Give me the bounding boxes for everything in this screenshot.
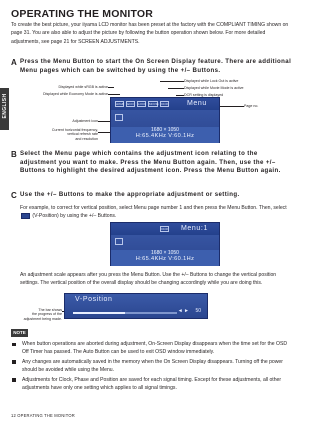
v-position-scale (64, 293, 208, 319)
note-badge: NOTE (11, 329, 28, 337)
notes-list (11, 340, 294, 393)
bar-callout: The bar shows the progress of the adjustment being made. (23, 308, 62, 321)
note-item: Adjustments for Clock, Phase and Position are saved for each signal timing. Except for these adjustments, all other adjustments have only one setting which applies to all signal timings. (11, 376, 294, 393)
osd-menu1-preview (110, 222, 220, 266)
lock-callout: Displayed while Lock Out is active (184, 79, 239, 83)
page-footer: 12 OPERATING THE MONITOR (11, 413, 75, 418)
dcr-callout: DCR setting is displayed (184, 93, 224, 97)
movie-indicator: MOVIE (149, 102, 159, 106)
dcr-indicator-2: DCR (161, 227, 168, 231)
step-c-text: Use the +/– Buttons to make the appropriate adjustment or setting. (20, 191, 240, 198)
economy-indicator: ECO (127, 102, 134, 106)
example-paragraph (20, 204, 294, 221)
movie-callout: Displayed while Movie Mode is active (184, 86, 244, 90)
note-item: Any changes are automatically saved in the memory when the On Screen Display disappears. Turning off the power should be avoided while using the Menu. (11, 358, 294, 375)
srgb-indicator: sRGB (116, 102, 125, 106)
osd-menu1-label: Menu:1 (181, 225, 208, 232)
osd-resolution: 1680 × 1050 (151, 127, 179, 133)
step-b-letter: B (11, 150, 17, 159)
example-text-2: (V-Position) by using the +/– Buttons. (32, 213, 117, 220)
srgb-callout: Displayed while sRGB is active (58, 85, 108, 89)
osd-menu-bar (111, 98, 219, 110)
v-position-icon (21, 213, 30, 219)
lock-indicator: LOCK (138, 102, 147, 106)
example-text: For example, to correct for vertical position, select Menu page number 1 and then press the Menu Button. Then, select (20, 205, 287, 211)
language-tab-label: ENGLISH (2, 93, 8, 119)
step-a-text: Press the Menu Button to start the On Screen Display feature. There are additional Menu pages which can be switched by using the +/– Buttons. (20, 58, 292, 74)
v-position-progress (73, 312, 125, 314)
step-b-text: Select the Menu page which contains the adjustment icon relating to the adjustment you want to make. Press the Menu Button again. Then, use the +/– Buttons to highlight the desired adjustment icon. Press the Menu Button again. (20, 150, 281, 175)
osd2-resolution: 1680 × 1050 (151, 250, 179, 256)
osd-menu1-bar (111, 223, 219, 235)
intro-paragraph: To create the best picture, your iiyama LCD monitor has been preset at the factory with the COMPLIANT TIMING shown on page 31. You are also able to adjust the picture by following the button operation shown below. For more detailed adjustments, see page 21 for SCREEN ADJUSTMENTS. (11, 22, 289, 45)
v-position-osd-icon (115, 238, 123, 245)
osd-signal-info (111, 127, 219, 143)
v-position-arrows: ◄ ► (177, 308, 189, 314)
osd-menu-label: Menu (187, 100, 207, 107)
frequency-callout: Current horizontal frequency, vertical refresh rate and resolution (51, 128, 98, 141)
v-position-value: 50 (195, 308, 201, 314)
adjustment-icon (115, 114, 123, 121)
page-no-callout: Page no. (244, 104, 259, 108)
adjustment-icon-callout: Adjustment icon (72, 119, 98, 123)
page-title: OPERATING THE MONITOR (11, 8, 154, 20)
step-c-letter: C (11, 191, 17, 200)
osd-frequency: H:65.4KHz V:60.1Hz (135, 133, 195, 139)
scale-paragraph: An adjustment scale appears after you press the Menu Button. Use the +/– Buttons to change the vertical position settings. The vertical position of the overall display should be changing accordingly while you are doing this. (20, 272, 277, 287)
osd2-signal-info (111, 250, 219, 266)
osd-menu-preview (110, 97, 220, 143)
dcr-indicator: DCR (161, 102, 168, 106)
osd2-frequency: H:65.4KHz V:60.1Hz (135, 256, 195, 262)
economy-callout: Displayed while Economy Mode is active (43, 92, 108, 96)
v-position-label: V-Position (75, 296, 113, 303)
language-tab (0, 88, 9, 130)
v-position-track (73, 312, 177, 314)
step-a-letter: A (11, 58, 17, 67)
note-item: When button operations are aborted during adjustment, On-Screen Display disappears when the time set for the OSD Off Timer has passed. The Auto Button can be used to exit OSD window immediately. (11, 340, 294, 357)
